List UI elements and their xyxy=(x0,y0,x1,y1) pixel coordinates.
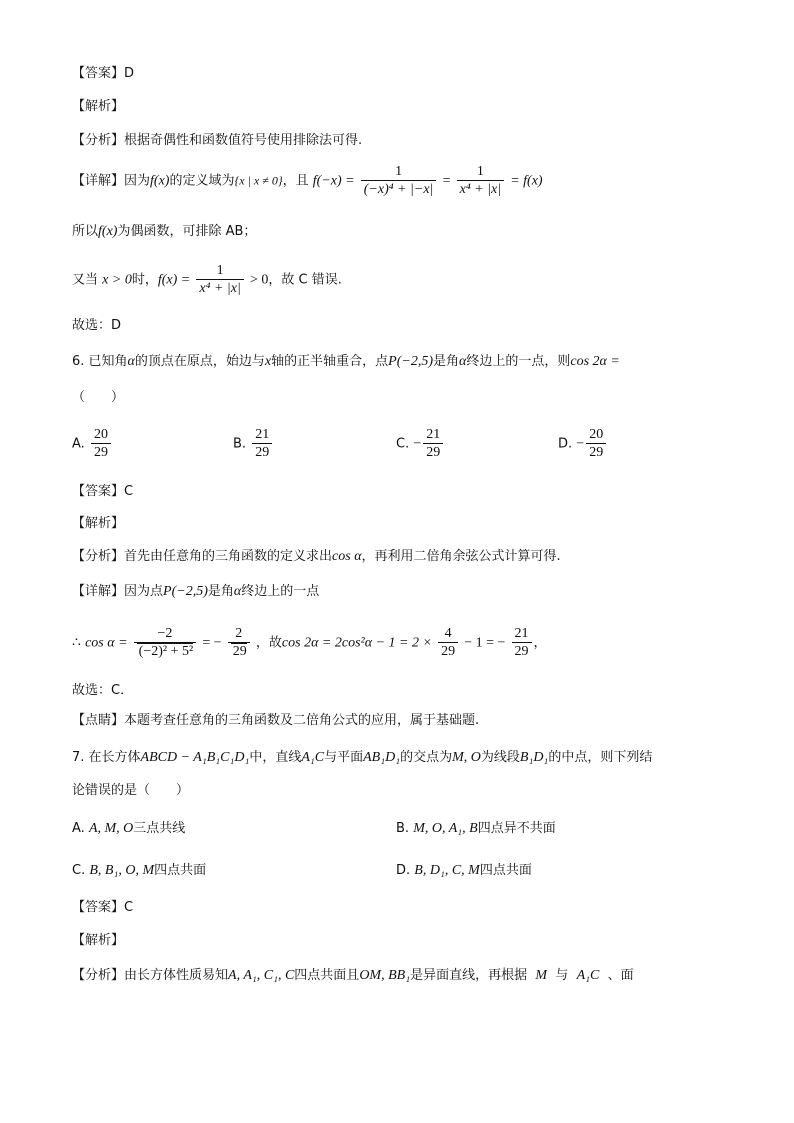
q6-option-d: D. − $\frac{20}{29}$ xyxy=(558,426,608,462)
jiexi-heading-q5 xyxy=(72,97,124,117)
fenxi-line-q6: 【分析】首先由任意角的三角函数的定义求出cos α，再利用二倍角余弦公式计算可得. xyxy=(72,549,561,564)
q7-option-b: B. M, O, A₁, B四点异不共面 xyxy=(396,821,556,836)
detail-line-q6: 【详解】因为点P(−2,5)是角α终边上的一点 xyxy=(72,584,320,599)
q7-option-c: C. B, B₁, O, M四点共面 xyxy=(72,863,207,878)
q6-option-a: A. $\frac{20}{29}$ xyxy=(72,426,113,462)
detail-tag: 【详解】 xyxy=(72,173,125,189)
math-fx: f(x) xyxy=(150,173,170,189)
fenxi-tag: 【分析】 xyxy=(72,133,125,148)
fenxi-line-q5 xyxy=(72,131,362,151)
q7-stem-1: 7. 在长方体ABCD − A₁B₁C₁D₁中，直线A₁C与平面AB₁D₁的交点为M, O为线段B₁D₁的中点，则下列结 xyxy=(72,750,653,765)
q7-stem-2: 论错误的是（ ） xyxy=(72,783,190,798)
fraction-3: $\frac{1}{\text{x⁴ + |x|}}$ xyxy=(196,262,243,298)
fenxi-line-q7: 【分析】由长方体性质易知A, A₁, C₁, C四点共面且OM, BB₁是异面直线，再根据 M 与 A₁C 、面 xyxy=(72,968,634,983)
q6-option-b: B. $\frac{21}{29}$ xyxy=(233,426,274,462)
detail-line-q5: 【详解】因为f(x)的定义域为{x | x ≠ 0}，且 f(−x) = $\frac{1}{\text{(−x)⁴ + |−x|}}$ = $\frac{1}{\text{x⁴ + |x|}}$ = f(x) xyxy=(72,164,543,197)
domain-set: {x | x ≠ 0} xyxy=(234,173,283,188)
q7-option-d: D. B, D₁, C, M四点共面 xyxy=(396,863,532,878)
q7-option-a: A. A, M, O三点共线 xyxy=(72,821,186,836)
q6-option-c: C. − $\frac{21}{29}$ xyxy=(396,426,445,462)
answer-line-q6: 【答案】C xyxy=(72,484,134,499)
jiexi-tag: 【解析】 xyxy=(72,99,125,114)
answer-value: D xyxy=(124,66,135,81)
guxuan-q5: 故选：D xyxy=(72,318,122,333)
fenxi-text: 根据奇偶性和函数值符号使用排除法可得. xyxy=(124,133,363,148)
q6-calc-line: ∴ cos α = $\frac{-2}{\text{(−2)² + 5²}}$ = − $\frac{2}{29}$ ，故cos 2α = 2cos²α − 1 = 2 × $\frac{4}{29}$ − 1 = − $\frac{21}{29}$ ， xyxy=(72,626,547,659)
fraction-1: $\frac{1}{\text{(−x)⁴ + |−x|}}$ xyxy=(361,163,437,199)
q6-paren: （ ） xyxy=(72,390,125,405)
answer-line-q7: 【答案】C xyxy=(72,900,134,915)
even-function-line: 所以f(x)为偶函数，可排除 AB； xyxy=(72,224,257,239)
answer-tag: 【答案】 xyxy=(72,66,125,81)
guxuan-q6: 故选：C． xyxy=(72,683,134,698)
q6-stem: 6. 已知角α的顶点在原点，始边与x轴的正半轴重合，点P(−2,5)是角α终边上的一点，则cos 2α = xyxy=(72,354,620,369)
jiexi-heading-q6: 【解析】 xyxy=(72,516,125,531)
positive-line: 又当 x > 0时，f(x) = $\frac{1}{\text{x⁴ + |x|}}$ > 0，故 C 错误. xyxy=(72,263,342,296)
dianjing-q6: 【点睛】本题考查任意角的三角函数及二倍角公式的应用，属于基础题. xyxy=(72,713,480,728)
fraction-2: $\frac{1}{\text{x⁴ + |x|}}$ xyxy=(457,163,504,199)
answer-line-q5 xyxy=(72,64,134,84)
jiexi-heading-q7: 【解析】 xyxy=(72,933,125,948)
cos-fraction: $\frac{-2}{\text{(−2)² + 5²}}$ xyxy=(134,625,197,661)
